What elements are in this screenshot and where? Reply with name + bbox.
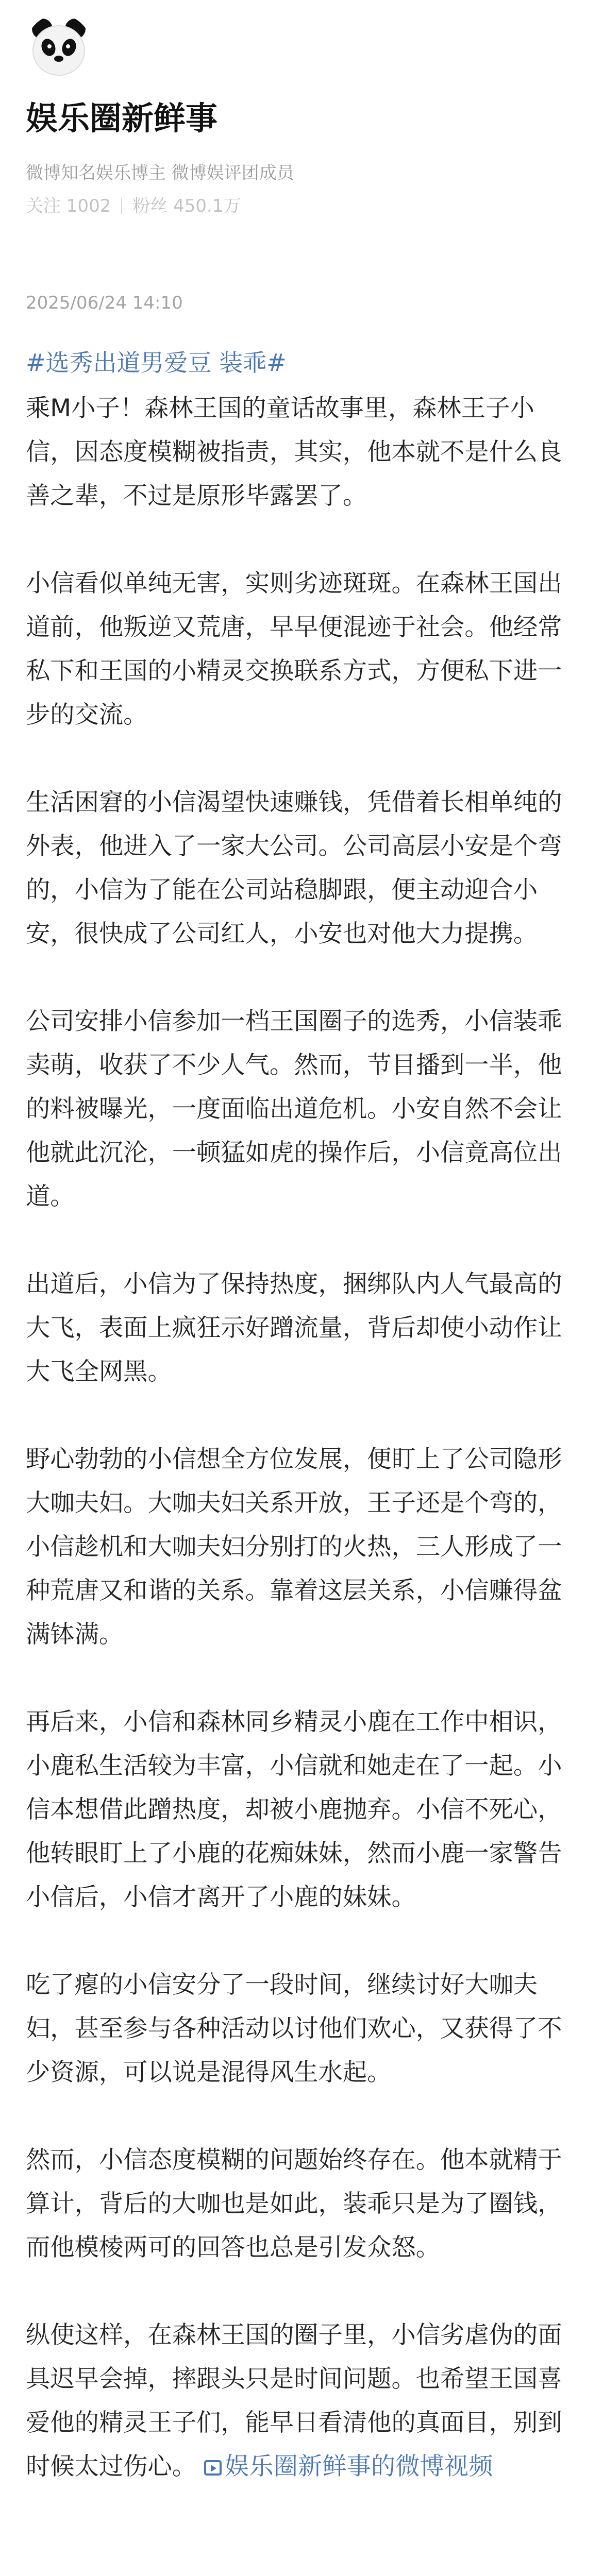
- following-count[interactable]: 关注 1002: [26, 196, 111, 216]
- video-link-label: 娱乐圈新鲜事的微博视频: [225, 2452, 493, 2481]
- post-date: 2025/06/24 14:10: [26, 293, 183, 313]
- profile-name[interactable]: 娱乐圈新鲜事: [26, 99, 218, 137]
- stats-divider: [121, 198, 122, 214]
- paragraph: 吃了瘪的小信安分了一段时间，继续讨好大咖夫妇，甚至参与各种活动以讨他们欢心，又获得了不少资源，可以说是混得风生水起。: [26, 1971, 562, 2087]
- last-paragraph-text: 纵使这样，在森林王国的圈子里，小信劣虐伪的面具迟早会掉，摔跟头只是时间问题。也希望王国喜爱他的精灵王子们，能早日看清他的真面目，别到时候太过伤心。: [26, 2321, 562, 2481]
- followers-count[interactable]: 粉丝 450.1万: [132, 196, 241, 216]
- video-link[interactable]: [204, 2452, 493, 2481]
- paragraph: 公司安排小信参加一档王国圈子的选秀，小信装乖卖萌，收获了不少人气。然而，节目播到一半，他的料被曝光，一度面临出道危机。小安自然不会让他就此沉沦，一顿猛如虎的操作后，小信竟高位出道。: [26, 1007, 562, 1211]
- paragraph: 再后来，小信和森林同乡精灵小鹿在工作中相识，小鹿私生活较为丰富，小信就和她走在了一起。小信本想借此蹭热度，却被小鹿抛弃。小信不死心，他转眼盯上了小鹿的花痴妹妹，然而小鹿一家警告小信后，小信才离开了小鹿的妹妹。: [26, 1708, 562, 1911]
- avatar[interactable]: [26, 14, 92, 80]
- paragraph: 小信看似单纯无害，实则劣迹斑斑。在森林王国出道前，他叛逆又荒唐，早早便混迹于社会。他经常私下和王国的小精灵交换联系方式，方便私下进一步的交流。: [26, 569, 562, 729]
- paragraph: 乘M小子！森林王国的童话故事里，森林王子小信，因态度模糊被指责，其实，他本就不是什么良善之辈，不过是原形毕露罢了。: [26, 394, 562, 510]
- paragraph: 出道后，小信为了保持热度，捆绑队内人气最高的大飞，表面上疯狂示好蹭流量，背后却使小动作让大飞全网黑。: [26, 1270, 562, 1386]
- post-body: [26, 386, 577, 2488]
- paragraph: 然而，小信态度模糊的问题始终存在。他本就精于算计，背后的大咖也是如此，装乖只是为了圈钱，而他模棱两可的回答也总是引发众怒。: [26, 2146, 562, 2262]
- paragraph: 生活困窘的小信渴望快速赚钱，凭借着长相单纯的外表，他进入了一家大公司。公司高层小安是个弯的，小信为了能在公司站稳脚跟，便主动迎合小安，很快成了公司红人，小安也对他大力提携。: [26, 788, 562, 948]
- profile-bio: 微博知名娱乐博主 微博娱评团成员: [26, 163, 294, 183]
- post-header: [0, 0, 603, 319]
- video-link-icon: [204, 2460, 222, 2476]
- paragraph: 野心勃勃的小信想全方位发展，便盯上了公司隐形大咖夫妇。大咖夫妇关系开放，王子还是个弯的，小信趁机和大咖夫妇分别打的火热，三人形成了一种荒唐又和谐的关系。靠着这层关系，小信赚得盆满钵满。: [26, 1445, 562, 1649]
- panda-avatar-icon: [26, 14, 92, 80]
- hashtag-link[interactable]: #选秀出道男爱豆 装乖#: [26, 349, 287, 377]
- profile-stats: [26, 192, 241, 217]
- paragraph-last: [26, 2313, 577, 2488]
